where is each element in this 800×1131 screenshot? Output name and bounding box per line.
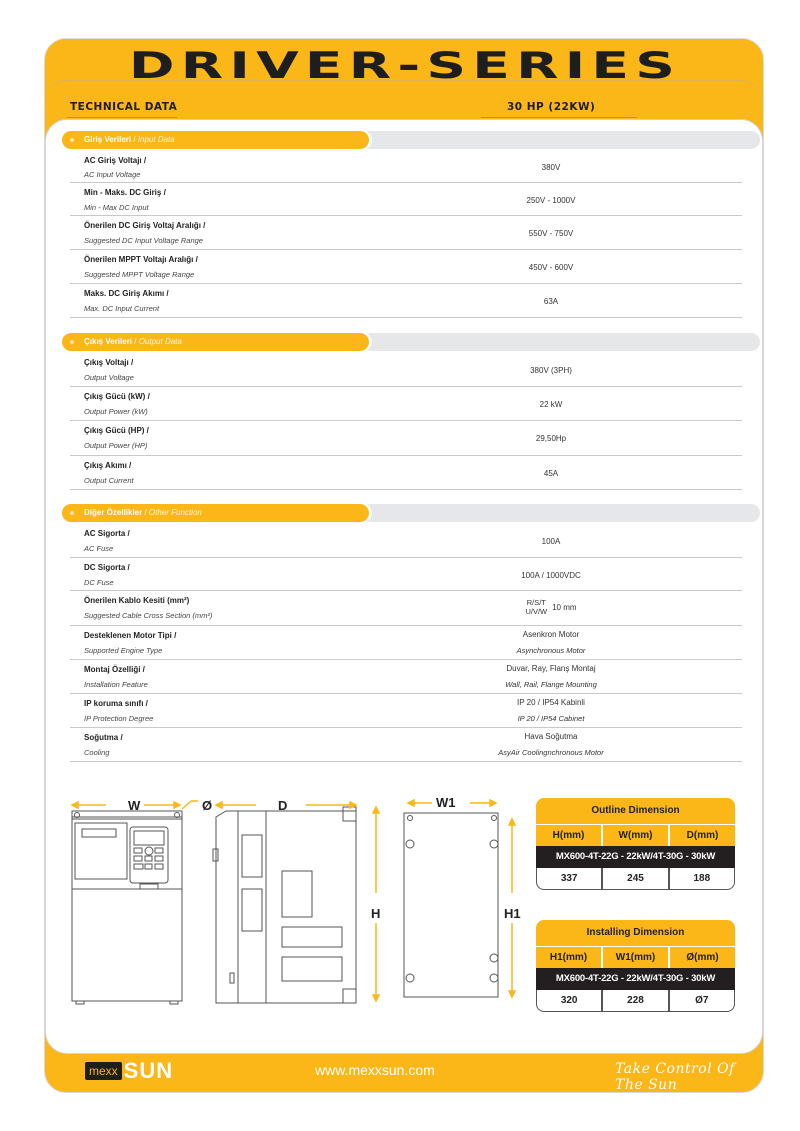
section-title-en: Input Data	[137, 135, 175, 144]
spec-value: 380V	[541, 163, 561, 172]
label-en: Max. DC Input Current	[84, 304, 160, 313]
label-en: Cooling	[84, 748, 110, 757]
dim-label-phi: Ø	[202, 798, 213, 813]
cable-terminals-input: R/S/T	[526, 598, 546, 607]
dimension-drawings	[66, 797, 526, 1027]
spec-value: Asenkron Motor	[522, 630, 580, 639]
divider	[481, 117, 637, 118]
label-en: Suggested Cable Cross Section (mm²)	[84, 611, 213, 620]
label-tr: Maks. DC Giriş Akımı /	[84, 289, 169, 298]
section-title-tr: Giriş Verileri	[84, 135, 132, 144]
cable-terminals-output: U/V/W	[525, 607, 548, 616]
label-en: Output Power (kW)	[84, 407, 148, 416]
spec-row	[70, 151, 742, 183]
label-tr: Çıkış Gücü (kW) /	[84, 392, 150, 401]
bullet-icon	[70, 511, 74, 515]
spec-value-en: IP 20 / IP54 Cabinet	[517, 714, 585, 723]
label-en: AC Fuse	[84, 544, 114, 553]
section-title-tr: Çıkış Verileri	[84, 337, 133, 346]
section-track	[362, 131, 760, 149]
spec-value: 550V - 750V	[528, 229, 574, 238]
section-header-input	[62, 131, 760, 149]
bullet-icon	[70, 138, 74, 142]
label-en: Suggested DC Input Voltage Range	[84, 236, 203, 245]
label-tr: Çıkış Akımı /	[84, 461, 132, 470]
section-title-en: Output Data	[138, 337, 182, 346]
spec-value: 250V - 1000V	[526, 196, 576, 205]
label-en: Installation Feature	[84, 680, 148, 689]
label-en: Output Power (HP)	[84, 441, 148, 450]
spec-value-en: Wall, Rail, Flange Mounting	[505, 680, 597, 689]
header-h1: H1(mm)	[549, 952, 588, 963]
value-d: 188	[668, 868, 734, 889]
outline-dimension-table	[536, 798, 735, 890]
front-view-drawing	[72, 811, 182, 1004]
logo-mexx: mexx	[85, 1062, 122, 1080]
section-header-other	[62, 504, 760, 522]
table-value-row	[536, 990, 735, 1012]
section-title-tr: Diğer Özellikler	[84, 508, 143, 517]
label-tr: Soğutma /	[84, 733, 123, 742]
spec-value: IP 20 / IP54 Kabinli	[517, 698, 585, 707]
value-h1: 320	[560, 995, 578, 1006]
label-tr: Önerilen DC Giriş Voltaj Aralığı /	[84, 221, 206, 230]
spec-value: 29,50Hp	[535, 434, 567, 443]
spec-row	[70, 250, 742, 284]
section-pill: Çıkış Verileri / Output Data	[62, 333, 369, 351]
spec-row	[70, 216, 742, 250]
section-track	[362, 333, 760, 351]
spec-value: Hava Soğutma	[524, 732, 578, 741]
section-pill: Diğer Özellikler / Other Function	[62, 504, 369, 522]
label-en: Supported Engine Type	[84, 646, 163, 655]
technical-data-label: TECHNICAL DATA	[70, 101, 178, 113]
label-tr: AC Sigorta /	[84, 529, 130, 538]
side-view-drawing	[213, 807, 356, 1003]
spec-row	[70, 353, 742, 387]
back-view-drawing	[404, 813, 498, 997]
value-phi: Ø7	[668, 990, 734, 1011]
table-title: Outline Dimension	[536, 798, 735, 824]
label-tr: AC Giriş Voltajı /	[84, 156, 147, 165]
spec-row	[70, 591, 742, 626]
header-w: W(mm)	[601, 825, 668, 846]
section-header-output	[62, 333, 760, 351]
spec-value: 100A	[541, 537, 561, 546]
tagline: Take Control Of The Sun	[615, 1061, 735, 1093]
spec-value: 100A / 1000VDC	[521, 571, 581, 580]
cable-value	[360, 598, 742, 616]
label-en: IP Protection Degree	[84, 714, 154, 723]
label-en: DC Fuse	[84, 578, 114, 587]
model-row: MX600-4T-22G - 22kW/4T-30G - 30kW	[536, 968, 735, 990]
logo-sun: SUN	[123, 1058, 174, 1083]
spec-row	[70, 626, 742, 660]
spec-row	[70, 660, 742, 694]
spec-value-en: AsyAir Coolingnchronous Motor	[498, 748, 604, 757]
value-w1: 228	[601, 990, 667, 1011]
website-link[interactable]: www.mexxsun.com	[315, 1062, 435, 1078]
header-h: H(mm)	[552, 830, 585, 841]
spec-row	[70, 387, 742, 421]
label-tr: Montaj Özelliği /	[84, 665, 145, 674]
spec-row	[70, 728, 742, 762]
label-en: AC Input Voltage	[84, 170, 141, 179]
spec-value: 450V - 600V	[528, 263, 574, 272]
spec-row	[70, 183, 742, 216]
spec-value: 10 mm	[552, 602, 577, 612]
power-rating-label: 30 HP (22KW)	[507, 101, 596, 113]
page-frame	[44, 38, 764, 1093]
header-d: D(mm)	[668, 825, 735, 846]
model-row: MX600-4T-22G - 22kW/4T-30G - 30kW	[536, 846, 735, 868]
label-tr: Önerilen MPPT Voltajı Aralığı /	[84, 255, 198, 264]
spec-value: 45A	[543, 469, 559, 478]
subheader-band	[45, 80, 763, 120]
spec-value: 63A	[543, 297, 559, 306]
installing-dimension-table	[536, 920, 735, 1012]
table-header-row	[536, 824, 735, 846]
table-title: Installing Dimension	[536, 920, 735, 946]
dim-label-w1: W1	[436, 795, 456, 810]
bullet-icon	[70, 340, 74, 344]
spec-value: Duvar, Ray, Flanş Montaj	[506, 664, 596, 673]
label-tr: Çıkış Gücü (HP) /	[84, 426, 149, 435]
value-h: 337	[560, 873, 578, 884]
label-en: Suggested MPPT Voltage Range	[84, 270, 195, 279]
label-tr: Min - Maks. DC Giriş /	[84, 188, 166, 197]
label-tr: IP koruma sınıfı /	[84, 699, 148, 708]
label-en: Output Current	[84, 476, 134, 485]
spec-row	[70, 694, 742, 728]
label-tr: Desteklenen Motor Tipi /	[84, 631, 177, 640]
header-w1: W1(mm)	[601, 947, 668, 968]
spec-value-en: Asynchronous Motor	[516, 646, 586, 655]
label-tr: Önerilen Kablo Kesiti (mm²)	[84, 596, 190, 605]
dim-label-w: W	[128, 798, 141, 813]
section-title-en: Other Function	[148, 508, 202, 517]
spec-row	[70, 456, 742, 490]
spec-row	[70, 284, 742, 318]
dim-label-d: D	[278, 798, 288, 813]
spec-row	[70, 558, 742, 591]
section-pill: Giriş Verileri / Input Data	[62, 131, 369, 149]
page-title: DRIVER-SERIES	[128, 45, 682, 87]
table-value-row	[536, 868, 735, 890]
dim-label-h1: H1	[504, 906, 521, 921]
header-phi: Ø(mm)	[668, 947, 735, 968]
dim-label-h: H	[371, 906, 381, 921]
divider	[67, 117, 177, 118]
label-en: Min - Max DC Input	[84, 203, 149, 212]
table-header-row	[536, 946, 735, 968]
spec-sheet	[45, 119, 763, 1054]
value-w: 245	[601, 868, 667, 889]
brand-logo	[85, 1058, 174, 1083]
spec-row	[70, 421, 742, 456]
spec-value: 22 kW	[539, 400, 563, 409]
section-track	[362, 504, 760, 522]
label-en: Output Voltage	[84, 373, 134, 382]
spec-row	[70, 524, 742, 558]
spec-value: 380V (3PH)	[530, 366, 572, 375]
label-tr: DC Sigorta /	[84, 563, 130, 572]
label-tr: Çıkış Voltajı /	[84, 358, 134, 367]
